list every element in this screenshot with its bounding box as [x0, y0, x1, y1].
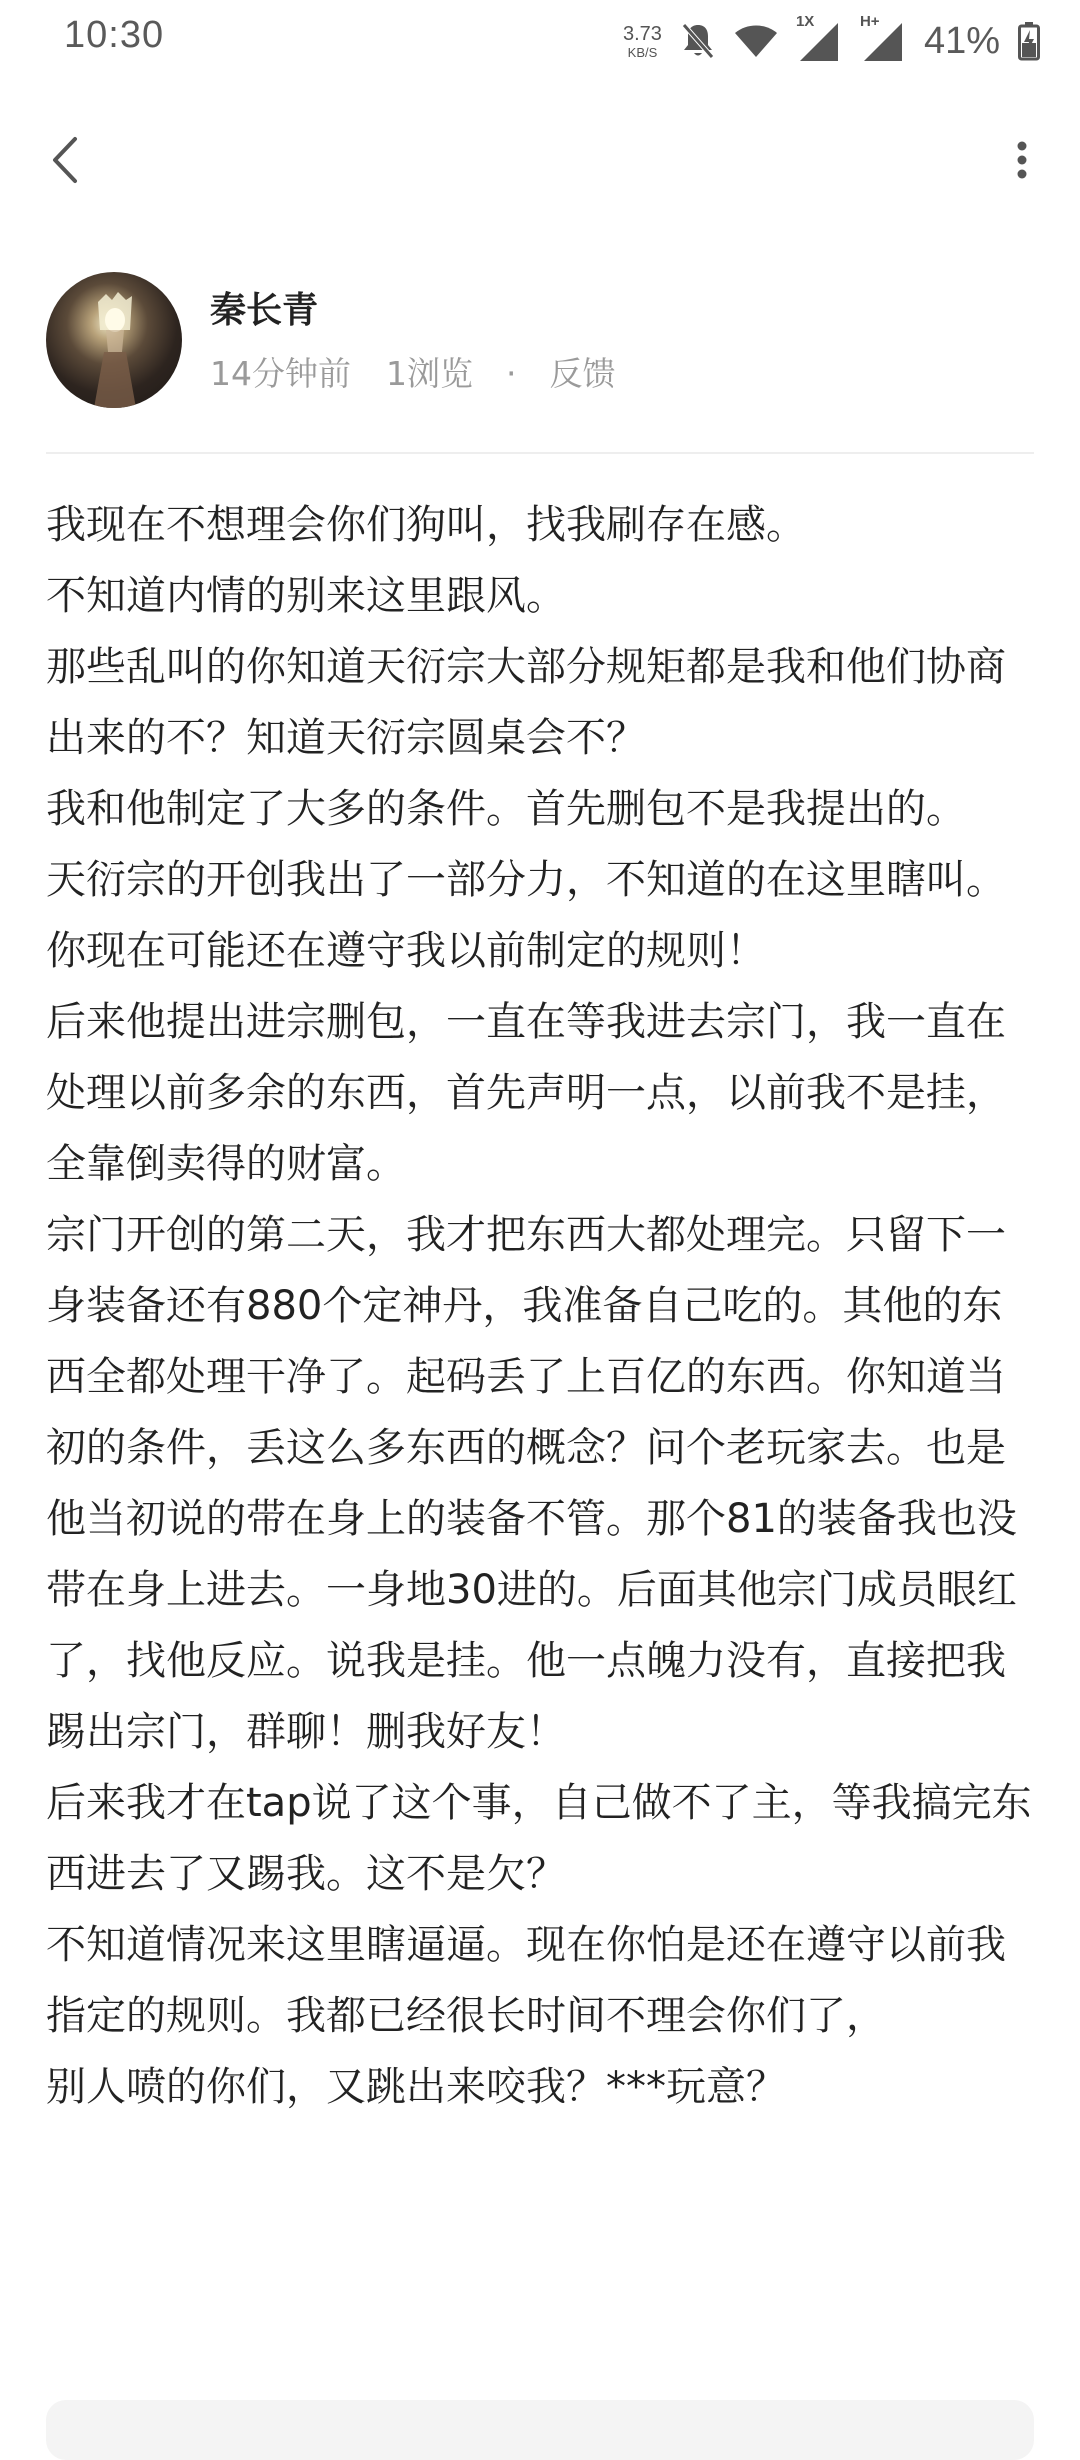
post-paragraph: 不知道情况来这里瞎逼逼。现在你怕是还在遵守以前我指定的规则。我都已经很长时间不理会你们了， — [46, 1922, 1006, 2039]
author-name[interactable]: 秦长青 — [210, 290, 319, 331]
post-paragraph: 后来他提出进宗删包，一直在等我进去宗门，我一直在处理以前多余的东西，首先声明一点，以前我不是挂，全靠倒卖得的财富。 — [46, 999, 1006, 1187]
post-paragraph: 那些乱叫的你知道天衍宗大部分规矩都是我和他们协商出来的不？知道天衍宗圆桌会不？ — [46, 644, 1006, 761]
top-nav — [0, 110, 1080, 210]
post-time: 14分钟前 — [210, 354, 351, 393]
avatar-image — [46, 272, 182, 408]
post-paragraph: 不知道内情的别来这里跟风。 — [46, 573, 566, 619]
post-paragraph: 后来我才在tap说了这个事，自己做不了主，等我搞完东西进去了又踢我。这不是欠？ — [46, 1780, 1032, 1897]
author-info — [46, 272, 1036, 412]
battery-charging-icon — [1018, 21, 1040, 61]
view-count: 1浏览 — [386, 354, 473, 393]
network-speed-value: 3.73 — [623, 22, 662, 45]
back-arrow-icon — [51, 135, 81, 185]
post-body — [46, 490, 1036, 2123]
sim2-signal — [859, 13, 906, 63]
sim1-signal — [795, 13, 842, 63]
signal-icon — [796, 19, 842, 63]
bottom-card[interactable] — [46, 2400, 1034, 2460]
battery-percent: 41% — [923, 19, 1000, 62]
post-paragraph: 别人喷的你们，又跳出来咬我？***玩意？ — [46, 2064, 786, 2110]
mute-bell-icon — [680, 21, 716, 61]
post-paragraph: 宗门开创的第二天，我才把东西大都处理完。只留下一身装备还有880个定神丹，我准备自己吃的。其他的东西全都处理干净了。起码丢了上百亿的东西。你知道当初的条件，丢这么多东西的概念？问个老玩家去。也是他当初说的带在身上的装备不管。那个81的装备我也没带在身上进去。一身地30进的。后面其他宗门成员眼红了，找他反应。说我是挂。他一点魄力没有，直接把我踢出宗门，群聊！删我好友！ — [46, 1212, 1017, 1755]
network-speed-unit: KB/S — [627, 44, 658, 60]
network-speed — [623, 24, 662, 59]
more-vertical-icon — [1016, 140, 1028, 180]
post-meta — [210, 348, 616, 395]
wifi-icon — [734, 23, 778, 59]
feedback-link[interactable]: 反馈 — [549, 354, 616, 393]
more-button[interactable] — [992, 130, 1052, 190]
post-paragraph: 我现在不想理会你们狗叫，找我刷存在感。 — [46, 502, 806, 548]
signal-icon — [860, 19, 906, 63]
status-time: 10:30 — [64, 14, 165, 56]
divider — [46, 452, 1034, 454]
sim1-signal-label: 1X — [795, 13, 815, 30]
avatar[interactable] — [46, 272, 182, 408]
status-bar — [0, 0, 1080, 84]
status-icons — [623, 13, 1040, 66]
post-paragraph: 我和他制定了大多的条件。首先删包不是我提出的。 — [46, 786, 966, 832]
post-paragraph: 天衍宗的开创我出了一部分力，不知道的在这里瞎叫。你现在可能还在遵守我以前制定的规则！ — [46, 857, 1006, 974]
sim2-signal-label: H+ — [859, 13, 880, 30]
back-button[interactable] — [36, 130, 96, 190]
meta-separator: · — [506, 354, 517, 393]
